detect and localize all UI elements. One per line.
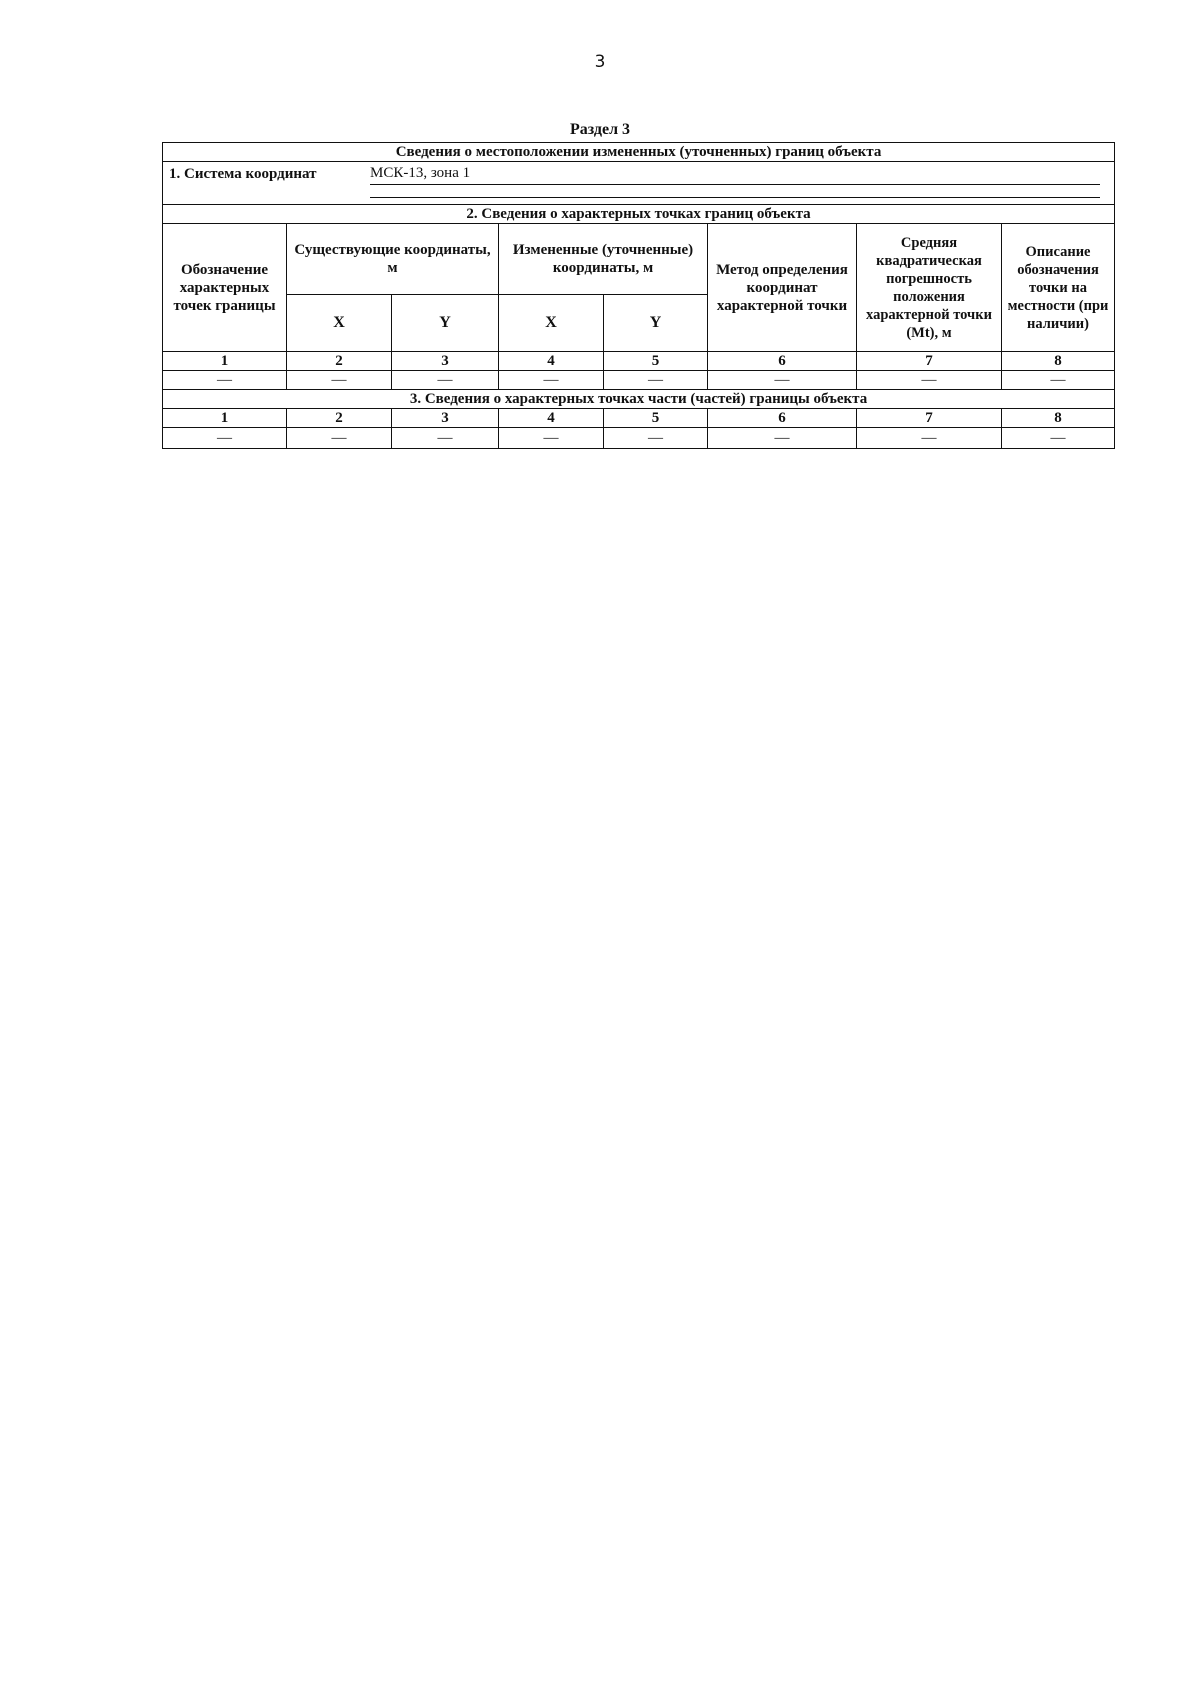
column-number: 1 bbox=[163, 409, 287, 428]
table-cell: — bbox=[604, 371, 708, 390]
table-cell: — bbox=[287, 428, 392, 449]
page-number: 3 bbox=[594, 52, 606, 72]
column-number: 8 bbox=[1002, 409, 1115, 428]
header-accuracy: Средняя квадратическая погрешность положения характерной точки (Mt), м bbox=[857, 224, 1002, 352]
table-cell: — bbox=[392, 371, 499, 390]
table-cell: — bbox=[287, 371, 392, 390]
coord-system-value: МСК-13, зона 1 bbox=[370, 165, 471, 181]
column-number: 6 bbox=[708, 352, 857, 371]
header-existing-x: X bbox=[287, 295, 392, 352]
column-number: 5 bbox=[604, 352, 708, 371]
column-number: 3 bbox=[392, 352, 499, 371]
column-number: 4 bbox=[499, 352, 604, 371]
table-cell: — bbox=[163, 428, 287, 449]
column-number: 8 bbox=[1002, 352, 1115, 371]
header-changed-x: X bbox=[499, 295, 604, 352]
table-cell: — bbox=[392, 428, 499, 449]
table-cell: — bbox=[1002, 428, 1115, 449]
underline bbox=[370, 197, 1100, 198]
table-cell: — bbox=[604, 428, 708, 449]
subsection3-title: 3. Сведения о характерных точках части (частей) границы объекта bbox=[163, 390, 1115, 409]
column-numbers-row bbox=[163, 409, 1115, 428]
column-number: 2 bbox=[287, 409, 392, 428]
table-cell: — bbox=[1002, 371, 1115, 390]
subsection2-title: 2. Сведения о характерных точках границ объекта bbox=[163, 205, 1115, 224]
table-cell: — bbox=[857, 428, 1002, 449]
column-numbers-row bbox=[163, 352, 1115, 371]
table-cell: — bbox=[499, 371, 604, 390]
column-number: 2 bbox=[287, 352, 392, 371]
coord-system-cell bbox=[163, 162, 1115, 205]
column-number: 4 bbox=[499, 409, 604, 428]
table-cell: — bbox=[857, 371, 1002, 390]
table-title: Сведения о местоположении измененных (уточненных) границ объекта bbox=[163, 143, 1115, 162]
column-number: 5 bbox=[604, 409, 708, 428]
table-cell: — bbox=[499, 428, 604, 449]
header-description: Описание обозначения точки на местности (при наличии) bbox=[1002, 224, 1115, 352]
header-existing-coords: Существующие координаты, м bbox=[287, 224, 499, 295]
column-number: 7 bbox=[857, 409, 1002, 428]
underline bbox=[370, 184, 1100, 185]
section-title: Раздел 3 bbox=[569, 121, 631, 138]
column-number: 1 bbox=[163, 352, 287, 371]
coord-system-label: 1. Система координат bbox=[169, 166, 317, 182]
header-changed-y: Y bbox=[604, 295, 708, 352]
table-cell: — bbox=[163, 371, 287, 390]
header-changed-coords: Измененные (уточненные) координаты, м bbox=[499, 224, 708, 295]
column-number: 7 bbox=[857, 352, 1002, 371]
table-cell: — bbox=[708, 371, 857, 390]
table-row bbox=[163, 371, 1115, 390]
table-row bbox=[163, 428, 1115, 449]
boundary-table bbox=[162, 142, 1115, 449]
column-number: 6 bbox=[708, 409, 857, 428]
column-number: 3 bbox=[392, 409, 499, 428]
header-designation: Обозначение характерных точек границы bbox=[163, 224, 287, 352]
header-existing-y: Y bbox=[392, 295, 499, 352]
header-method: Метод определения координат характерной точки bbox=[708, 224, 857, 352]
table-cell: — bbox=[708, 428, 857, 449]
